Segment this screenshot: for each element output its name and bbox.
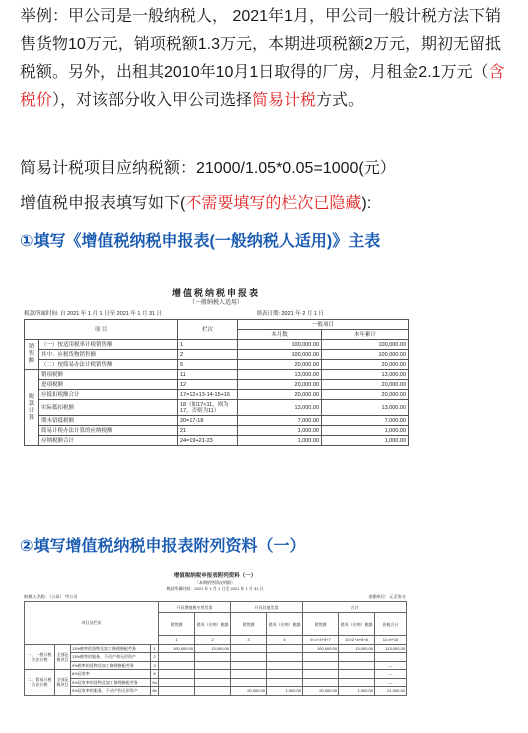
table-row: 13%税率的服务、不动产和无形资产 2 xyxy=(25,653,407,662)
form1-table xyxy=(24,319,409,446)
vat-attachment-1-form xyxy=(24,572,406,722)
cat-general: 一、一般计税方法计税 xyxy=(25,644,55,670)
col-project-header: 项目及栏次 xyxy=(25,602,159,645)
tax-inclusive-note: 含税价 xyxy=(20,64,505,109)
col-row-header: 栏次 xyxy=(178,320,238,340)
cat-simplified: 二、简易计税方法计税 xyxy=(25,670,55,696)
heading-main-form: ①填写《增值税纳税申报表(一般纳税人适用)》主表 xyxy=(20,233,381,250)
table-row: 进项税额 12 20,000.00 20,000.00 xyxy=(25,380,409,390)
grp-other-invoice: 开具其他发票 xyxy=(231,602,303,613)
table-row: 5%征收率的服务、不动产和无形资产 9b 20,000.00 1,000.00 20,000.00 1,000.00 21,000.00 xyxy=(72,688,406,694)
table-row: 实际抵扣税额 18（如17<11，则为17，否则为11） 13,000.00 13,000.00 xyxy=(25,400,409,416)
table-row: 一、一般计税方法计税 全部征税项目 13%税率的货物及加工修理修配劳务 1 100,000.00 13,000.00 100,000.00 13,000.00 113,000.00 xyxy=(25,644,407,653)
table-row: （二）按简易办法计税销售额 5 20,000.00 20,000.00 xyxy=(25,360,409,370)
grp-special-invoice: 开具增值税专用发票 xyxy=(159,602,231,613)
table-row: 应纳税额合计 24=19+21-23 1,000.00 1,000.00 xyxy=(25,436,409,446)
form1-title: 增值税纳税申报表 xyxy=(171,288,260,298)
col-general-header: 一般项目 xyxy=(238,320,409,330)
section-tax-calc-label: 税款计算 xyxy=(25,370,39,446)
table-row: 5%征收率的货物及加工修理修配劳务 9a — xyxy=(25,678,407,687)
form1-meta xyxy=(24,309,408,319)
table-row: 销售额 （一）按适用税率计税销售额 1 100,000.00 100,000.00 xyxy=(25,340,409,350)
table-row: 9%税率的货物及加工修理修配劳务 3 — xyxy=(25,661,407,670)
example-paragraph: 举例：甲公司是一般纳税人， 2021年1月，甲公司一般计税方法下销售货物10万元，销项税额1.3万元，本期进项税额2万元，期初无留抵税额。另外，出租其2010年10月1日取得的厂房，月租金2.1万元（含税价），对该部分收入甲公司选择简易计税方式。 xyxy=(20,8,505,109)
form2-meta xyxy=(24,592,406,601)
table-row: 应抵扣税额合计 17=12+13-14-15+16 20,000.00 20,000.00 xyxy=(25,390,409,400)
table-row: 二、简易计税方法计税 全部征税项目 6%征收率 8 — xyxy=(25,670,407,679)
form2-unit: 金额单位：元至角分 xyxy=(368,594,406,599)
form1-period: 税款所属时间: 自 2021 年 1 月 1 日至 2021 年 1 月 31 日 xyxy=(24,311,163,317)
table-row: 其中：应税货物销售额 2 100,000.00 100,000.00 xyxy=(25,350,409,360)
vat-return-main-form xyxy=(24,287,408,502)
heading-attachment-1: ②填写增值税纳税申报表附列资料（一） xyxy=(20,538,306,555)
form1-subtitle: （一般纳税人适用） xyxy=(188,300,243,306)
table-row: 简易计税办法计算的应纳税额 21 1,000.00 1,000.00 xyxy=(25,426,409,436)
col-year-header: 本年累计 xyxy=(322,330,409,340)
hidden-rows-note: 不需要填写的栏次已隐藏 xyxy=(185,195,362,212)
col-item-header: 项 目 xyxy=(25,320,178,340)
form1-filled-date: 填表日期: 2021 年 2 月 1 日 xyxy=(256,311,324,317)
grp-total: 合计 xyxy=(303,602,407,613)
simplified-tax-note: 简易计税 xyxy=(252,92,317,109)
form2-taxpayer: 纳税人名称：（公章） 甲公司 xyxy=(24,594,78,599)
section-sales-label: 销售额 xyxy=(25,340,39,370)
form2-title: 增值税纳税申报表附列资料（一） xyxy=(173,573,257,579)
table-row: 期末留抵税额 20=17-18 7,000.00 7,000.00 xyxy=(25,416,409,426)
calculation-line: 简易计税项目应纳税额：21000/1.05*0.05=1000(元） xyxy=(20,160,396,177)
col-month-header: 本月数 xyxy=(238,330,322,340)
fill-instruction-line: 增值税申报表填写如下(不需要填写的栏次已隐藏): xyxy=(20,195,372,212)
form2-table: 项目及栏次 开具增值税专用发票 开具其他发票 合计 销售额 销项（应纳）税额 销售额 销项（应纳）税额 销售额 销项（应纳）税额 价税合计 1 2 3 4 9=1+3+5+7 10=2+4+6+8 11=9+10 一、一般计税方法计税 全部征税项目 13%税率的货物及加工修理修配劳务 1 100,000.00 13,000.00 100,000.00 13,000.00 113,000.00 13%税率的服务、不动产和无形资产 2 9%税率的货物及加工修理修配劳务 3 — 二、简易计税方法计税 全部征税项目 6%征收率 8 — 5%征收率的货物及加工修理修配劳务 9a — 5%征收率的服务、不动产和无形资产 9b 20,000.00 1,000.00 20,000.00 1,000.00 21,000.00 xyxy=(24,601,407,696)
form2-period: 税款所属时间：2021 年 1 月 1 日至 2021 年 1 月 31 日 xyxy=(166,586,264,591)
table-row: 税款计算 销项税额 11 13,000.00 13,000.00 xyxy=(25,370,409,380)
form2-subtitle: （本期销售情况明细） xyxy=(195,580,235,585)
